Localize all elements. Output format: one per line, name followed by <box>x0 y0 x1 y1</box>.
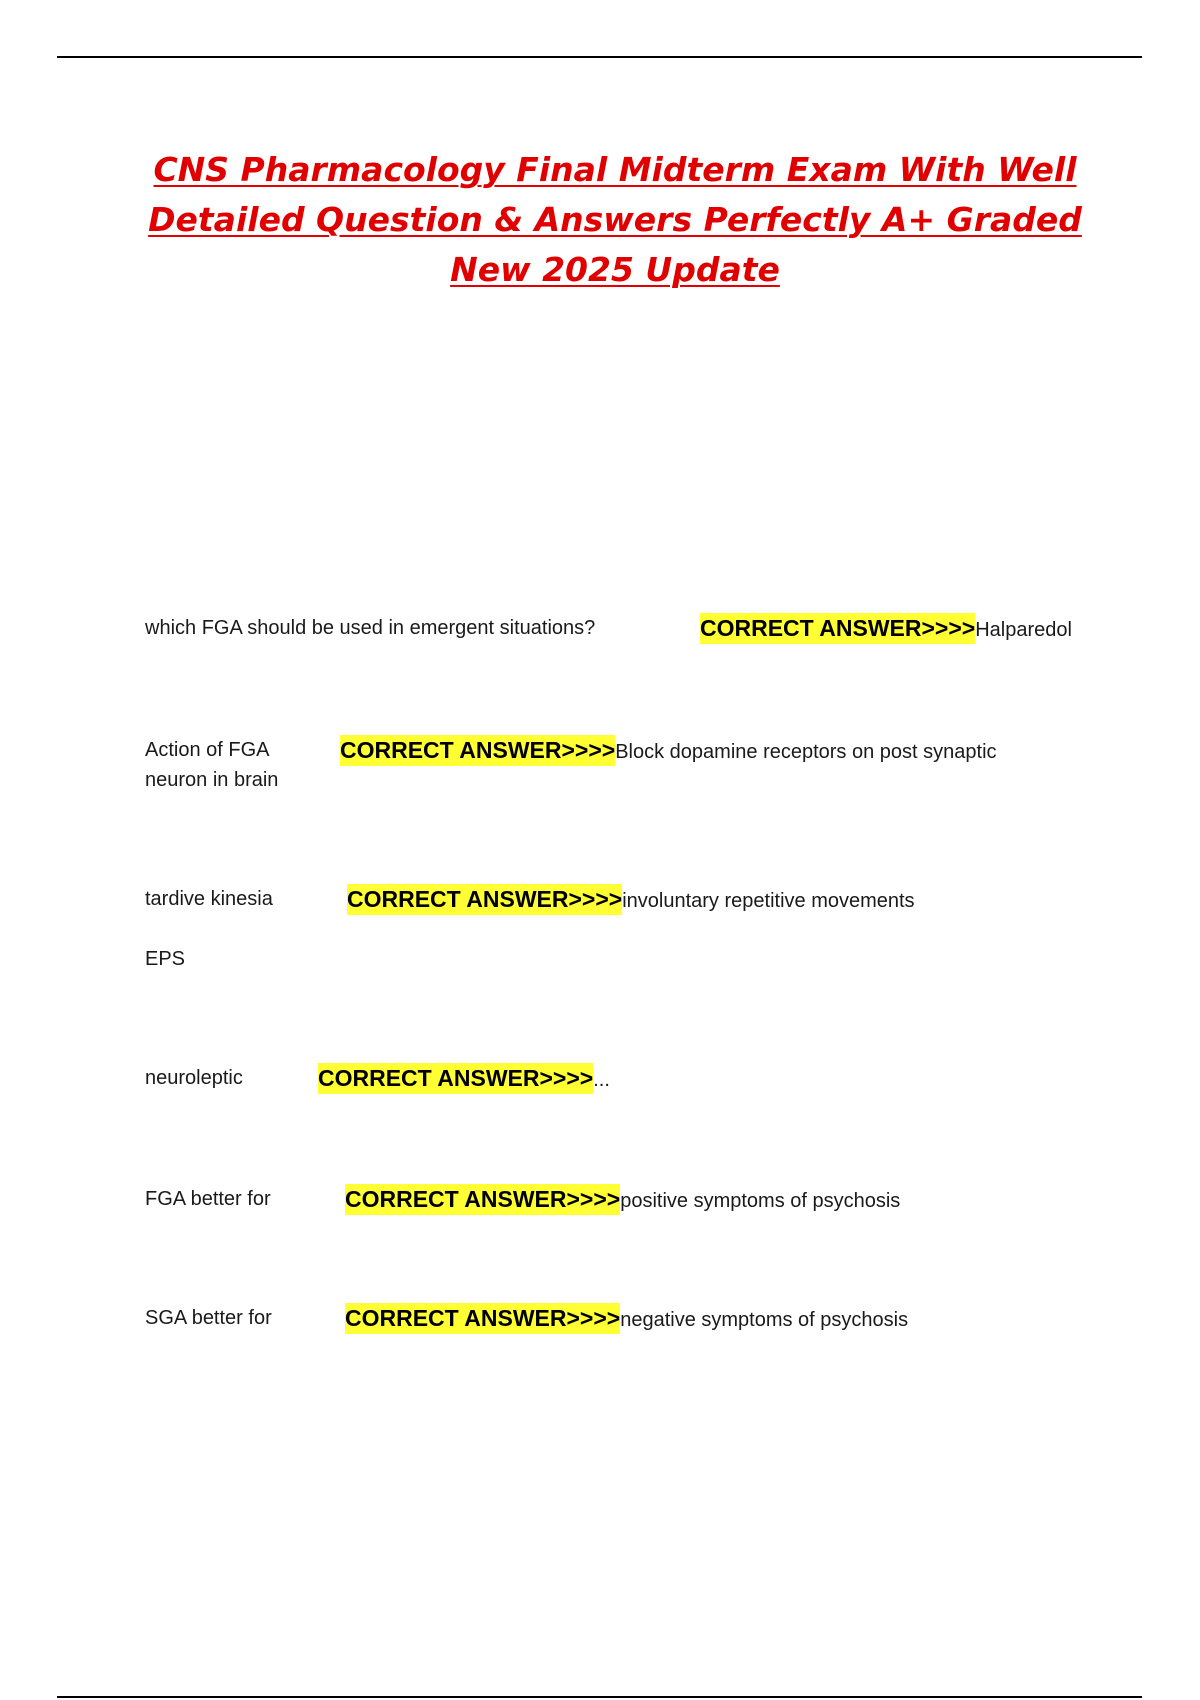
answer-text: ... <box>593 1069 610 1091</box>
top-rule <box>57 56 1142 58</box>
answer-text: negative symptoms of psychosis <box>620 1309 909 1331</box>
question-text: FGA better for <box>145 1188 271 1210</box>
qa-item <box>145 1063 1145 1095</box>
document-title: CNS Pharmacology Final Midterm Exam With Well Detailed Question & Answers Perfectly A+ Graded New 2025 Update <box>148 150 1082 289</box>
answer-text: Block dopamine receptors on post synaptic <box>615 741 997 763</box>
answer <box>700 613 1072 645</box>
eps-text: EPS <box>145 948 186 970</box>
answer-text: involuntary repetitive movements <box>622 890 915 912</box>
correct-answer-label: CORRECT ANSWER>>>> <box>340 735 615 766</box>
answer <box>345 1303 908 1335</box>
answer <box>347 884 915 916</box>
question-text: neuroleptic <box>145 1067 243 1089</box>
bottom-rule <box>57 1696 1142 1698</box>
qa-item <box>145 735 1145 797</box>
question-text: which FGA should be used in emergent situations? <box>145 617 596 639</box>
answer-text: positive symptoms of psychosis <box>620 1190 901 1212</box>
question-text: Action of FGA neuron in brain <box>145 739 279 791</box>
answer-text: Halparedol <box>975 619 1072 641</box>
correct-answer-label: CORRECT ANSWER>>>> <box>347 884 622 915</box>
qa-item <box>145 613 1145 645</box>
correct-answer-label: CORRECT ANSWER>>>> <box>318 1063 593 1094</box>
qa-item <box>145 884 1145 916</box>
qa-item <box>145 1184 1145 1216</box>
question-text: SGA better for <box>145 1307 272 1329</box>
answer <box>340 735 997 767</box>
qa-item <box>145 1303 1145 1335</box>
question-text: tardive kinesia <box>145 888 273 910</box>
correct-answer-label: CORRECT ANSWER>>>> <box>345 1303 620 1334</box>
correct-answer-label: CORRECT ANSWER>>>> <box>345 1184 620 1215</box>
correct-answer-label: CORRECT ANSWER>>>> <box>700 613 975 644</box>
answer <box>345 1184 900 1216</box>
answer <box>318 1063 610 1095</box>
